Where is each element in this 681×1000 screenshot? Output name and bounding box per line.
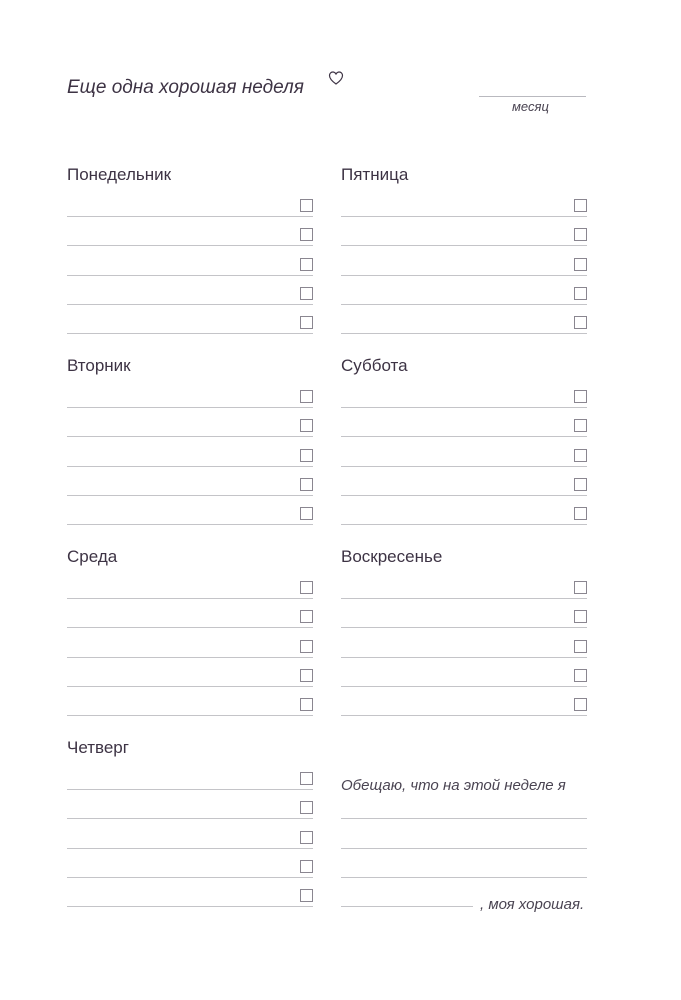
task-checkbox[interactable] [574, 581, 587, 594]
task-checkbox[interactable] [300, 831, 313, 844]
task-row[interactable] [67, 438, 313, 467]
task-checkbox[interactable] [300, 581, 313, 594]
task-row[interactable] [67, 188, 313, 217]
task-line[interactable] [67, 436, 313, 437]
task-row[interactable] [67, 305, 313, 334]
task-checkbox[interactable] [300, 390, 313, 403]
day-title: Понедельник [67, 165, 172, 184]
task-checkbox[interactable] [574, 449, 587, 462]
task-line[interactable] [341, 333, 587, 334]
task-row[interactable] [341, 276, 587, 305]
task-line[interactable] [67, 333, 313, 334]
day-section-saturday [341, 356, 587, 528]
task-line[interactable] [341, 627, 587, 628]
promise-closing: , моя хорошая. [480, 896, 585, 913]
task-row[interactable] [341, 687, 587, 716]
task-checkbox[interactable] [300, 287, 313, 300]
task-checkbox[interactable] [574, 287, 587, 300]
task-row[interactable] [341, 305, 587, 334]
task-row[interactable] [341, 467, 587, 496]
task-line[interactable] [67, 715, 313, 716]
task-row[interactable] [67, 761, 313, 790]
task-line[interactable] [67, 245, 313, 246]
task-checkbox[interactable] [300, 801, 313, 814]
task-checkbox[interactable] [574, 610, 587, 623]
task-line[interactable] [341, 715, 587, 716]
day-title: Воскресенье [341, 547, 443, 566]
day-section-friday [341, 165, 587, 337]
promise-section [341, 777, 587, 917]
promise-line[interactable] [341, 818, 587, 819]
task-checkbox[interactable] [574, 640, 587, 653]
task-checkbox[interactable] [300, 669, 313, 682]
task-row[interactable] [341, 408, 587, 437]
promise-intro: Обещаю, что на этой неделе я [341, 777, 566, 794]
task-row[interactable] [67, 408, 313, 437]
task-checkbox[interactable] [300, 698, 313, 711]
task-checkbox[interactable] [300, 507, 313, 520]
task-checkbox[interactable] [574, 419, 587, 432]
day-title: Четверг [67, 738, 129, 757]
day-section-wednesday [67, 547, 313, 719]
heart-icon [328, 70, 344, 86]
task-row[interactable] [67, 687, 313, 716]
task-checkbox[interactable] [300, 772, 313, 785]
task-row[interactable] [67, 878, 313, 907]
day-title: Вторник [67, 356, 131, 375]
task-checkbox[interactable] [300, 316, 313, 329]
task-row[interactable] [67, 570, 313, 599]
task-checkbox[interactable] [300, 640, 313, 653]
task-row[interactable] [341, 188, 587, 217]
day-section-thursday [67, 738, 313, 910]
task-checkbox[interactable] [300, 860, 313, 873]
task-line[interactable] [67, 906, 313, 907]
day-section-sunday [341, 547, 587, 719]
task-line[interactable] [67, 524, 313, 525]
task-row[interactable] [341, 438, 587, 467]
task-checkbox[interactable] [300, 478, 313, 491]
task-checkbox[interactable] [574, 228, 587, 241]
task-checkbox[interactable] [574, 478, 587, 491]
task-row[interactable] [341, 629, 587, 658]
task-checkbox[interactable] [574, 698, 587, 711]
task-row[interactable] [67, 217, 313, 246]
task-checkbox[interactable] [300, 199, 313, 212]
task-checkbox[interactable] [300, 419, 313, 432]
task-checkbox[interactable] [574, 316, 587, 329]
task-line[interactable] [341, 436, 587, 437]
task-line[interactable] [67, 627, 313, 628]
task-row[interactable] [67, 820, 313, 849]
task-row[interactable] [67, 379, 313, 408]
day-title: Суббота [341, 356, 408, 375]
task-row[interactable] [67, 496, 313, 525]
task-checkbox[interactable] [574, 258, 587, 271]
task-line[interactable] [67, 818, 313, 819]
task-checkbox[interactable] [300, 228, 313, 241]
task-row[interactable] [341, 496, 587, 525]
task-row[interactable] [67, 467, 313, 496]
task-row[interactable] [67, 599, 313, 628]
task-checkbox[interactable] [300, 449, 313, 462]
task-row[interactable] [341, 570, 587, 599]
day-title: Среда [67, 547, 118, 566]
task-row[interactable] [341, 247, 587, 276]
task-row[interactable] [341, 217, 587, 246]
task-row[interactable] [67, 629, 313, 658]
day-section-tuesday [67, 356, 313, 528]
day-section-monday [67, 165, 313, 337]
task-row[interactable] [67, 849, 313, 878]
task-line[interactable] [341, 245, 587, 246]
task-checkbox[interactable] [574, 390, 587, 403]
promise-line[interactable] [341, 877, 587, 878]
task-checkbox[interactable] [574, 199, 587, 212]
task-row[interactable] [341, 379, 587, 408]
task-checkbox[interactable] [574, 507, 587, 520]
month-label: месяц [512, 99, 549, 114]
task-row[interactable] [341, 658, 587, 687]
task-checkbox[interactable] [300, 889, 313, 902]
task-row[interactable] [67, 658, 313, 687]
page-title: Еще одна хорошая неделя [67, 77, 304, 98]
task-checkbox[interactable] [300, 258, 313, 271]
task-checkbox[interactable] [300, 610, 313, 623]
signature-line[interactable] [341, 906, 473, 907]
task-row[interactable] [67, 276, 313, 305]
promise-line[interactable] [341, 848, 587, 849]
task-row[interactable] [67, 247, 313, 276]
task-row[interactable] [67, 790, 313, 819]
task-row[interactable] [341, 599, 587, 628]
task-checkbox[interactable] [574, 669, 587, 682]
task-line[interactable] [341, 524, 587, 525]
month-input-line[interactable] [479, 96, 586, 97]
day-title: Пятница [341, 165, 409, 184]
